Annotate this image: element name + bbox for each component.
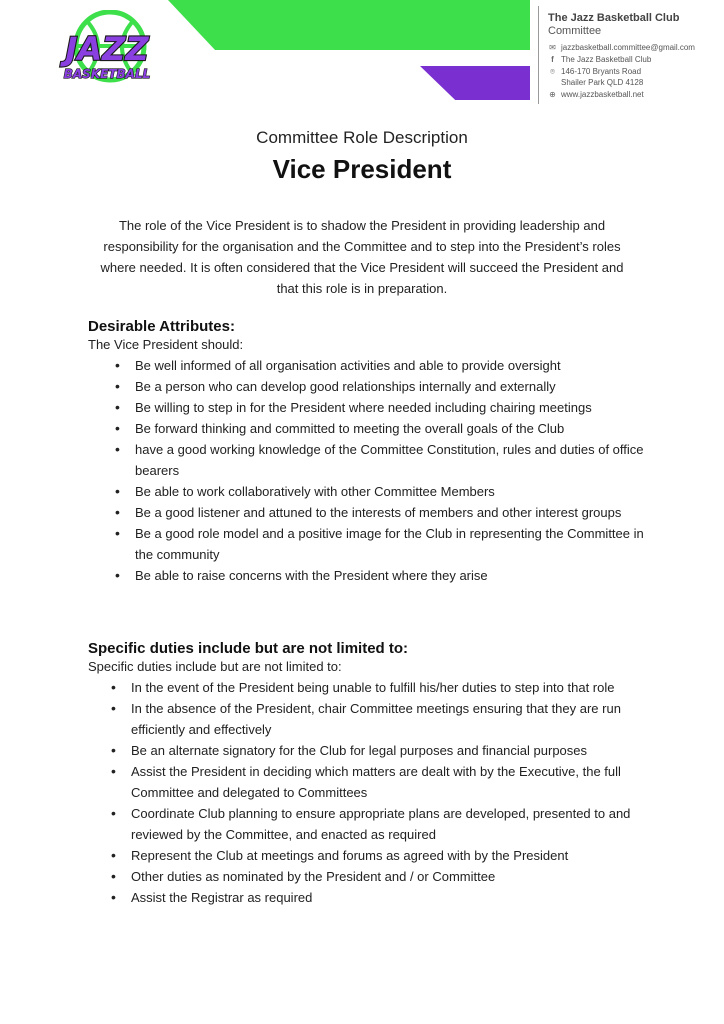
contact-website [548, 89, 695, 100]
attributes-section [88, 318, 648, 586]
attributes-list [88, 355, 648, 586]
list-item: • Be a good listener and attuned to the interests of members and other interest groups [135, 502, 648, 523]
duties-heading: Specific duties include but are not limited to: [88, 640, 409, 657]
duties-list [88, 677, 648, 908]
jazz-basketball-logo [46, 10, 168, 92]
list-item: • Coordinate Club planning to ensure appropriate plans are developed, presented to and reviewed by the Committee, and enacted as required [131, 803, 648, 845]
document-title: Vice President [272, 154, 452, 184]
address-line2: Shailer Park QLD 4128 [561, 78, 644, 87]
globe-icon: ⊕ [549, 90, 556, 99]
document-subtitle: Committee Role Description [256, 128, 468, 147]
contact-address [548, 66, 695, 88]
logo-graphic [46, 10, 168, 92]
list-item: • Be forward thinking and committed to meeting the overall goals of the Club [135, 418, 648, 439]
club-subtitle: Committee [548, 25, 602, 37]
contact-facebook [548, 54, 695, 65]
list-item: • Other duties as nominated by the President and / or Committee [131, 866, 648, 887]
list-item: • In the event of the President being unable to fulfill his/her duties to step into that role [131, 677, 648, 698]
header-divider [538, 6, 539, 104]
club-info [548, 12, 695, 101]
attributes-lead: The Vice President should: [88, 337, 244, 352]
header-purple-bar [420, 66, 530, 100]
list-item: • Represent the Club at meetings and forums as agreed with by the President [131, 845, 648, 866]
email-text: jazzbasketball.committee@gmail.com [561, 43, 695, 52]
logo-text-top: JAZZ [65, 30, 149, 68]
list-item: • Be able to raise concerns with the President where they arise [135, 565, 648, 586]
list-item: • Be willing to step in for the President where needed including chairing meetings [135, 397, 648, 418]
list-item: • Be well informed of all organisation activities and able to provide oversight [135, 355, 648, 376]
list-item: • Be able to work collaboratively with other Committee Members [135, 481, 648, 502]
facebook-icon: f [551, 55, 554, 64]
list-item: • Be an alternate signatory for the Club for legal purposes and financial purposes [131, 740, 648, 761]
list-item: • have a good working knowledge of the Committee Constitution, rules and duties of office bearers [135, 439, 648, 481]
list-item: • Be a person who can develop good relationships internally and externally [135, 376, 648, 397]
contact-email [548, 42, 695, 53]
list-item: • Assist the Registrar as required [131, 887, 648, 908]
intro-paragraph: The role of the Vice President is to shadow the President in providing leadership and responsibility for the organisation and the Committee and to step into the President’s roles where needed. It is often considered that the Vice President will succeed the President and that this role is in preparation. [100, 218, 624, 296]
website-text: www.jazzbasketball.net [561, 90, 644, 99]
contact-list [548, 42, 695, 100]
logo-text-bottom: BASKETBALL [63, 67, 151, 81]
address-line1: 146-170 Bryants Road [561, 67, 642, 76]
list-item: • Assist the President in deciding which matters are dealt with by the Executive, the full Committee and delegated to Committees [131, 761, 648, 803]
club-name: The Jazz Basketball Club [548, 12, 680, 24]
duties-lead: Specific duties include but are not limited to: [88, 659, 342, 674]
attributes-heading: Desirable Attributes: [88, 318, 235, 335]
list-item: • Be a good role model and a positive image for the Club in representing the Committee in the community [135, 523, 648, 565]
location-pin-icon: ⌾ [550, 67, 555, 76]
header-green-bar [168, 0, 530, 50]
list-item: • In the absence of the President, chair Committee meetings ensuring that they are run efficiently and effectively [131, 698, 648, 740]
facebook-text: The Jazz Basketball Club [561, 55, 652, 64]
email-icon: ✉ [549, 43, 556, 52]
duties-section [88, 640, 648, 908]
